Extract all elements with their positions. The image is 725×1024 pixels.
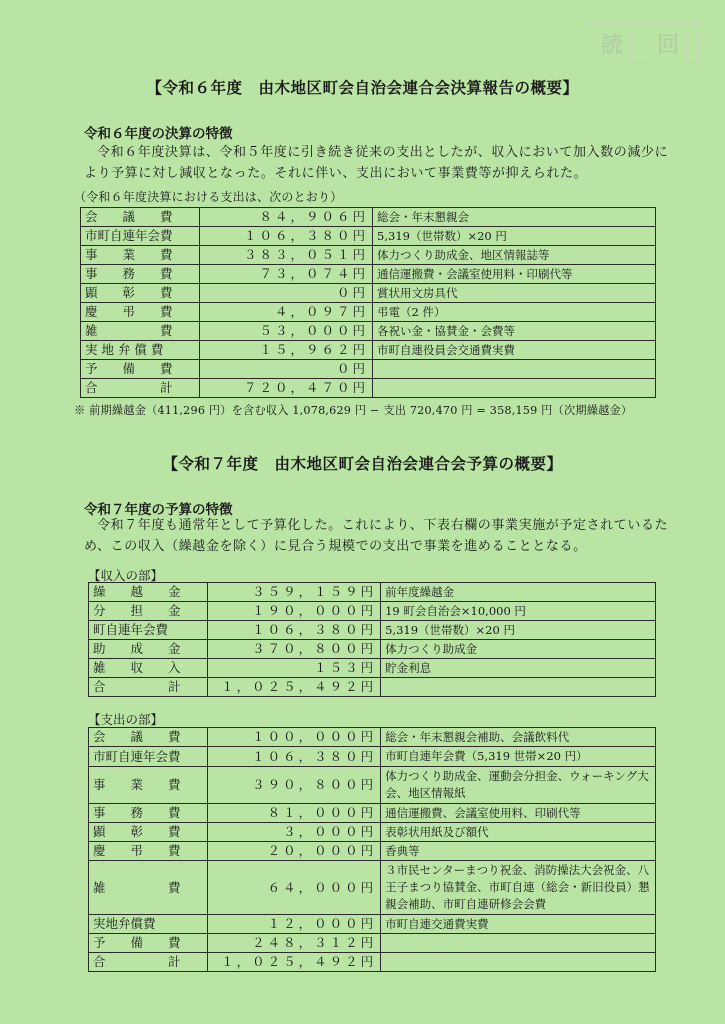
- table-row: [81, 265, 656, 284]
- table-row: [81, 284, 656, 303]
- item-amount: ３，０００円: [207, 823, 380, 842]
- item-name: 顕 彰 費: [89, 823, 208, 842]
- item-description: 市町自連年会費（5,319 世帯×20 円）: [381, 747, 656, 767]
- table-row: [81, 360, 656, 379]
- item-description: 貯金利息: [381, 659, 656, 678]
- item-amount: ４，０９７円: [199, 303, 372, 322]
- report-title: 【令和６年度 由木地区町会自治会連合会決算報告の概要】: [146, 79, 579, 97]
- item-amount: ６４，０００円: [207, 861, 380, 915]
- table-row: [89, 934, 656, 953]
- table-row: [89, 842, 656, 861]
- item-description: 5,319（世帯数）×20 円: [381, 621, 656, 640]
- table-row: [81, 379, 656, 398]
- table-row: [81, 303, 656, 322]
- stamp-char: 読: [597, 27, 631, 60]
- table-row: [89, 678, 656, 697]
- item-description: 賞状用文房具代: [373, 284, 656, 303]
- income-section-label: 【収入の部】: [88, 568, 164, 583]
- item-amount: ２０，０００円: [207, 842, 380, 861]
- item-amount: ３８３，０５１円: [199, 246, 372, 265]
- table-row: [89, 659, 656, 678]
- table-row: [89, 804, 656, 823]
- table-row: [81, 322, 656, 341]
- item-name: 町自連年会費: [89, 621, 208, 640]
- item-name: 合 計: [81, 379, 200, 398]
- item-name: 助 成 金: [89, 640, 208, 659]
- budget-paragraph: 令和７年度も通常年として予算化した。これにより、下表右欄の事業実施が予定されているため、この収入（繰越金を除く）に見合う規模での支出で事業を進めることとなる。: [84, 518, 669, 554]
- budget-subtitle: 令和７年度の予算の特徴: [84, 502, 233, 518]
- item-amount: １０６，３８０円: [207, 621, 380, 640]
- item-name: 慶 弔 費: [81, 303, 200, 322]
- item-amount: １０６，３８０円: [199, 227, 372, 246]
- table-row: [89, 728, 656, 747]
- item-description: 体力つくり助成金: [381, 640, 656, 659]
- item-amount: ８１，０００円: [207, 804, 380, 823]
- item-description: 各祝い金・協賛金・会費等: [373, 322, 656, 341]
- table-row: [89, 747, 656, 767]
- item-description: 弔電（2 件）: [373, 303, 656, 322]
- table-row: [89, 602, 656, 621]
- item-name: 事 務 費: [81, 265, 200, 284]
- table-row: [89, 823, 656, 842]
- item-description: 香典等: [381, 842, 656, 861]
- item-amount: ０円: [199, 360, 372, 379]
- table-row: [81, 227, 656, 246]
- item-name: 顕 彰 費: [81, 284, 200, 303]
- item-description: [381, 678, 656, 697]
- item-description: 総会・年末懇親会: [373, 208, 656, 227]
- item-name: 雑 収 入: [89, 659, 208, 678]
- item-name: 事 務 費: [89, 804, 208, 823]
- item-amount: １０６，３８０円: [207, 747, 380, 767]
- report-footnote: ※ 前期繰越金（411,296 円）を含む収入 1,078,629 円 − 支出 720,470 円 = 358,159 円（次期繰越金）: [74, 404, 633, 417]
- item-amount: ７２０，４７０円: [199, 379, 372, 398]
- table-row: [81, 341, 656, 360]
- circulation-stamp: [585, 22, 699, 64]
- item-description: 体力つくり助成金、運動会分担金、ウォーキング大会、地区情報紙: [381, 767, 656, 804]
- report-paragraph: 令和６年度決算は、令和５年度に引き続き従来の支出としたが、収入において加入数の減少により予算に対し減収となった。それに伴い、支出において事業費等が抑えられた。: [84, 145, 669, 181]
- expense-section-label: 【支出の部】: [88, 712, 164, 727]
- item-name: 慶 弔 費: [89, 842, 208, 861]
- item-description: [381, 953, 656, 972]
- item-amount: １５，９６２円: [199, 341, 372, 360]
- item-name: 会 議 費: [81, 208, 200, 227]
- item-description: 前年度繰越金: [381, 583, 656, 602]
- item-amount: １２，０００円: [207, 915, 380, 934]
- item-amount: １９０，０００円: [207, 602, 380, 621]
- item-description: 通信運搬費、会議室使用料、印刷代等: [381, 804, 656, 823]
- table-row: [81, 208, 656, 227]
- report-table: [80, 207, 656, 398]
- item-amount: １，０２５，４９２円: [207, 678, 380, 697]
- budget-title: 【令和７年度 由木地区町会自治会連合会予算の概要】: [162, 455, 563, 473]
- item-name: 合 計: [89, 953, 208, 972]
- item-name: 予 備 費: [89, 934, 208, 953]
- item-amount: ０円: [199, 284, 372, 303]
- item-description: ３市民センターまつり祝金、消防操法大会祝金、八王子まつり協賛金、市町自連（総会・新旧役員）懇親会補助、市町自連研修会会費: [381, 861, 656, 915]
- table-row: [89, 953, 656, 972]
- item-amount: ５３，０００円: [199, 322, 372, 341]
- item-description: [373, 360, 656, 379]
- table-row: [89, 915, 656, 934]
- item-name: 分 担 金: [89, 602, 208, 621]
- expense-table: [88, 727, 656, 972]
- item-name: 雑 費: [89, 861, 208, 915]
- report-note: （令和６年度決算における支出は、次のとおり）: [74, 190, 343, 204]
- item-description: 表彰状用紙及び額代: [381, 823, 656, 842]
- item-name: 繰 越 金: [89, 583, 208, 602]
- item-description: 通信運搬費・会議室使用料・印刷代等: [373, 265, 656, 284]
- item-amount: ３５９，１５９円: [207, 583, 380, 602]
- item-description: 19 町会自治会×10,000 円: [381, 602, 656, 621]
- item-name: 実 地 弁 償 費: [81, 341, 200, 360]
- table-row: [89, 861, 656, 915]
- table-row: [89, 621, 656, 640]
- table-row: [89, 583, 656, 602]
- item-amount: ２４８，３１２円: [207, 934, 380, 953]
- item-name: 事 業 費: [81, 246, 200, 265]
- item-description: 総会・年末懇親会補助、会議飲料代: [381, 728, 656, 747]
- table-row: [89, 640, 656, 659]
- item-description: [373, 379, 656, 398]
- income-table: [88, 582, 656, 697]
- item-amount: ８４，９０６円: [199, 208, 372, 227]
- table-row: [81, 246, 656, 265]
- item-description: 市町自連交通費実費: [381, 915, 656, 934]
- item-amount: １，０２５，４９２円: [207, 953, 380, 972]
- item-name: 市町自連年会費: [89, 747, 208, 767]
- item-name: 会 議 費: [89, 728, 208, 747]
- item-description: 体力つくり助成金、地区情報誌等: [373, 246, 656, 265]
- item-amount: ３７０，８００円: [207, 640, 380, 659]
- report-subtitle: 令和６年度の決算の特徴: [84, 126, 233, 142]
- item-description: 市町自連役員会交通費実費: [373, 341, 656, 360]
- item-amount: １００，０００円: [207, 728, 380, 747]
- item-name: 雑 費: [81, 322, 200, 341]
- item-amount: ７３，０７４円: [199, 265, 372, 284]
- item-amount: ３９０，８００円: [207, 767, 380, 804]
- item-name: 事 業 費: [89, 767, 208, 804]
- item-description: 5,319（世帯数）×20 円: [373, 227, 656, 246]
- item-name: 予 備 費: [81, 360, 200, 379]
- item-name: 市町自連年会費: [81, 227, 200, 246]
- table-row: [89, 767, 656, 804]
- item-name: 合 計: [89, 678, 208, 697]
- stamp-char: 回: [653, 27, 687, 60]
- item-description: [381, 934, 656, 953]
- item-name: 実地弁償費: [89, 915, 208, 934]
- item-amount: １５３円: [207, 659, 380, 678]
